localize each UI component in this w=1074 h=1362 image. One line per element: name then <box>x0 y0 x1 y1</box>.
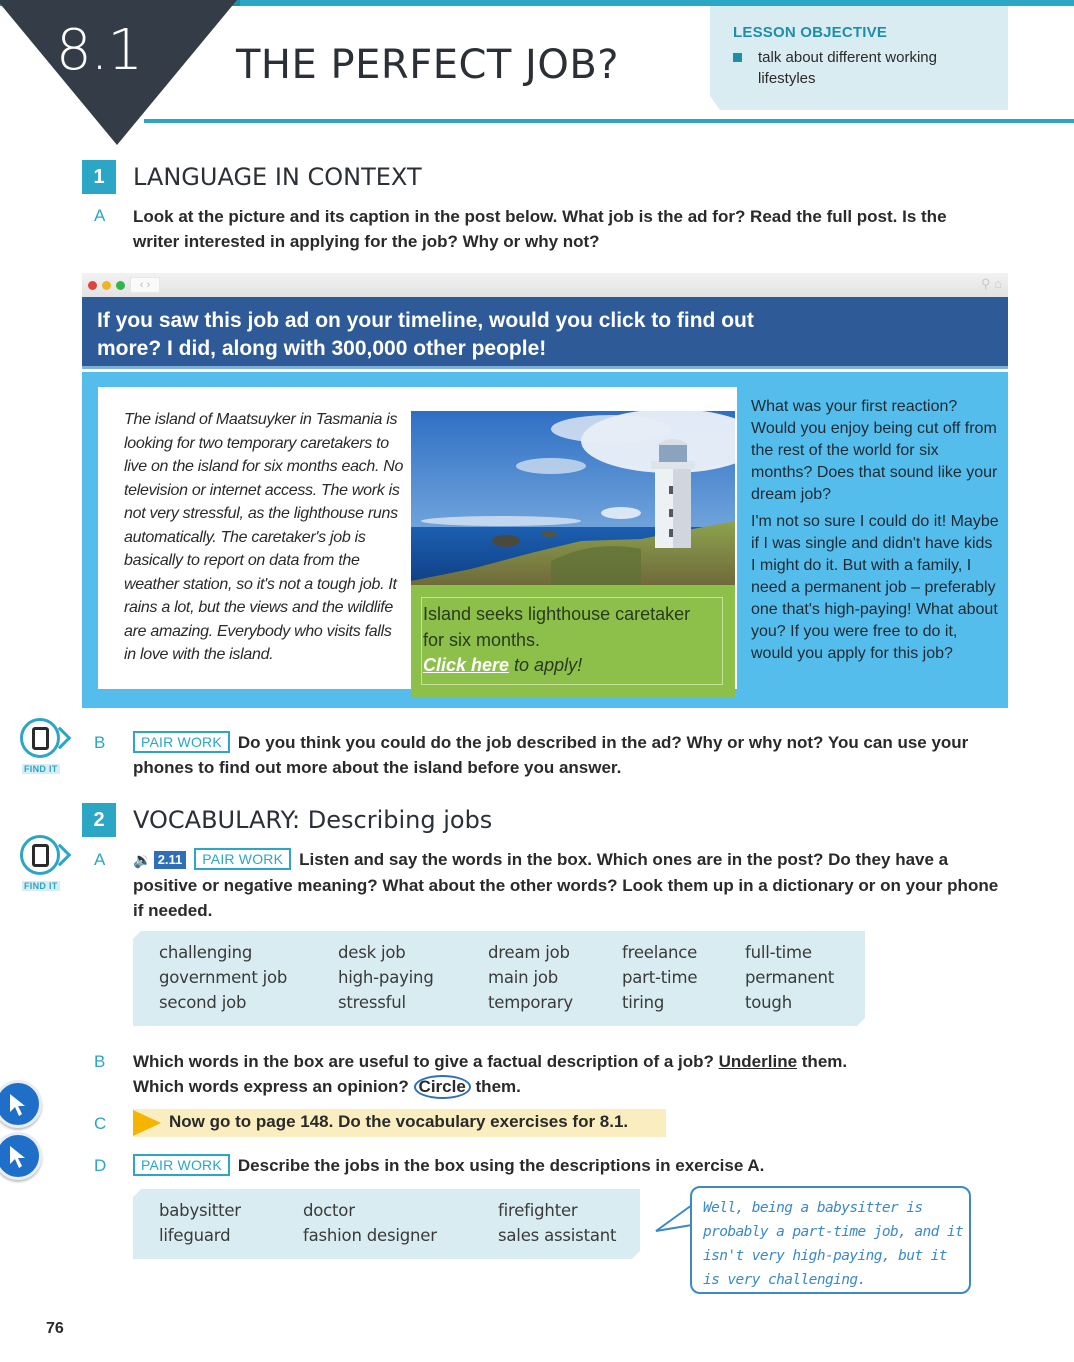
pointer-cursor-button[interactable] <box>0 1080 42 1128</box>
search-icon: ⚲ <box>980 276 991 291</box>
item-letter-2a: A <box>94 850 106 869</box>
job-word: fashion designer <box>303 1226 437 1245</box>
section-number-2: 2 <box>82 803 116 837</box>
jobs-word-box <box>133 1189 640 1259</box>
instruction-2b-line-2 <box>133 1074 1013 1099</box>
post-card <box>98 387 737 689</box>
vocabulary-word: main job <box>488 968 559 987</box>
post-comment-para-2: I'm not so sure I could do it! Maybe if I was single and didn't have kids I might do it. But with a family, I need a permanent job – preferably one that's high-paying! What about you? If you were free to do it, would you apply for this job? <box>751 513 999 662</box>
vocabulary-word: tough <box>745 993 792 1012</box>
instruction-2b-text: Which words in the box are useful to give a factual description of a job? <box>133 1052 719 1071</box>
item-letter-2c: C <box>94 1114 107 1133</box>
speech-bubble-text: Well, being a babysitter is probably a part-time job, and it isn't very high-paying, but it is very challenging. <box>703 1200 964 1288</box>
job-ad-cta-suffix: to apply! <box>509 655 583 675</box>
pair-work-badge: PAIR WORK <box>133 1154 230 1176</box>
pair-work-badge: PAIR WORK <box>133 731 230 753</box>
vocabulary-word: desk job <box>338 943 406 962</box>
section-number-1: 1 <box>82 160 116 194</box>
item-letter-2b: B <box>94 1052 106 1071</box>
click-here-link[interactable]: Click here <box>423 655 510 675</box>
phone-icon <box>32 844 49 867</box>
speaker-audio-icon[interactable]: 🔉 <box>133 852 152 869</box>
vocabulary-word: freelance <box>622 943 698 962</box>
toolbar-icons <box>981 276 1002 292</box>
vocabulary-word: permanent <box>745 968 835 987</box>
social-post-browser <box>82 273 1008 708</box>
vocabulary-word: second job <box>159 993 247 1012</box>
instruction-2a <box>133 847 1003 923</box>
example-speech-bubble <box>690 1186 971 1294</box>
vocabulary-word: dream job <box>488 943 570 962</box>
title-divider <box>144 119 1074 123</box>
vocabulary-word: part-time <box>622 968 698 987</box>
window-close-dot-icon <box>88 281 97 290</box>
speech-bubble-tail <box>654 1203 694 1243</box>
job-word: lifeguard <box>159 1226 231 1245</box>
post-comment-para-1: What was your first reaction? Would you enjoy being cut off from the rest of the world for six months? Does that sound like your dream job? <box>751 398 998 503</box>
find-it-phone-icon[interactable] <box>18 718 78 774</box>
window-minimize-dot-icon <box>102 281 111 290</box>
instruction-1b <box>133 730 983 780</box>
back-forward-arrows-icon: ‹ › <box>130 277 160 293</box>
lesson-objective-text: talk about different working lifestyles <box>758 49 937 87</box>
window-maximize-dot-icon <box>116 281 125 290</box>
instruction-2b <box>133 1049 1013 1099</box>
circle-example: Circle <box>414 1075 471 1099</box>
lighthouse-photo <box>411 411 735 585</box>
job-ad-banner <box>411 585 735 698</box>
post-header <box>82 297 1008 369</box>
phone-icon <box>32 727 49 750</box>
item-letter-1b: B <box>94 733 106 752</box>
item-letter-1a: A <box>94 206 106 225</box>
lighthouse-image <box>411 411 735 585</box>
vocabulary-word: stressful <box>338 993 406 1012</box>
post-comment-text <box>751 396 1001 665</box>
unit-number: 8.1 <box>56 18 143 83</box>
browser-toolbar <box>82 273 1008 297</box>
tip-text[interactable]: Now go to page 148. Do the vocabulary exercises for 8.1. <box>169 1112 629 1131</box>
job-word: sales assistant <box>498 1226 617 1245</box>
instruction-2b-text-end: them. <box>797 1052 848 1071</box>
vocabulary-word: government job <box>159 968 288 987</box>
instruction-2b-line-1 <box>133 1049 1013 1074</box>
instruction-2a-text: Listen and say the words in the box. Which ones are in the post? Do they have a positive or negative meaning? What about the other words? Look them up in a dictionary or on your phone if needed. <box>133 850 999 920</box>
vocabulary-word: tiring <box>622 993 665 1012</box>
pointer-cursor-button[interactable] <box>0 1132 42 1180</box>
instruction-2d <box>133 1153 933 1178</box>
instruction-1b-text: Do you think you could do the job described in the ad? Why or why not? You can use your phones to find out more about the island before you answer. <box>133 733 969 777</box>
home-icon: ⌂ <box>994 276 1002 291</box>
find-it-phone-icon[interactable] <box>18 835 78 891</box>
post-article-text: The island of Maatsuyker in Tasmania is looking for two temporary caretakers to live on the island for six months each. No television or internet access. The work is not very stressful, as the lighthouse runs automatically. The caretaker's job is basically to report on data from the weather station, so it's not a tough job. It rains a lot, but the views and the wildlife are amazing. Everybody who visits falls in love with the island. <box>124 411 404 663</box>
cursor-arrow-icon <box>7 1092 31 1118</box>
section-title-vocabulary: VOCABULARY: Describing jobs <box>133 806 493 834</box>
post-headline: If you saw this job ad on your timeline, would you click to find out more? I did, along with 300,000 other people! <box>97 309 754 360</box>
cursor-arrow-icon <box>7 1144 31 1170</box>
item-letter-2d: D <box>94 1156 107 1175</box>
vocabulary-word: temporary <box>488 993 573 1012</box>
lesson-objective-label: LESSON OBJECTIVE <box>733 24 888 41</box>
page-number: 76 <box>46 1320 64 1337</box>
section-title-language-in-context: LANGUAGE IN CONTEXT <box>133 163 422 191</box>
pair-work-badge: PAIR WORK <box>194 848 291 870</box>
audio-track-badge[interactable]: 2.11 <box>154 851 187 869</box>
find-it-label: FIND IT <box>24 764 58 774</box>
page-title: THE PERFECT JOB? <box>236 42 619 88</box>
vocabulary-word: challenging <box>159 943 253 962</box>
vocabulary-word: high-paying <box>338 968 434 987</box>
instruction-2b-text-2: Which words express an opinion? <box>133 1077 414 1096</box>
job-word: doctor <box>303 1201 355 1220</box>
play-arrow-icon <box>133 1110 161 1136</box>
underline-example: Underline <box>718 1052 798 1071</box>
instruction-2d-text: Describe the jobs in the box using the descriptions in exercise A. <box>237 1156 765 1175</box>
instruction-1a: Look at the picture and its caption in the post below. What job is the ad for? Read the full post. Is the writer interested in applying for the job? Why or why not? <box>133 207 947 251</box>
job-ad-cta <box>423 655 582 676</box>
vocabulary-word: full-time <box>745 943 812 962</box>
square-bullet-icon <box>733 53 742 62</box>
job-word: babysitter <box>159 1201 241 1220</box>
job-word: firefighter <box>498 1201 578 1220</box>
instruction-2b-text-2-end: them. <box>470 1077 521 1096</box>
post-body <box>82 372 1008 708</box>
find-it-label: FIND IT <box>24 881 58 891</box>
job-ad-text: Island seeks lighthouse caretaker for six months. <box>423 604 691 650</box>
